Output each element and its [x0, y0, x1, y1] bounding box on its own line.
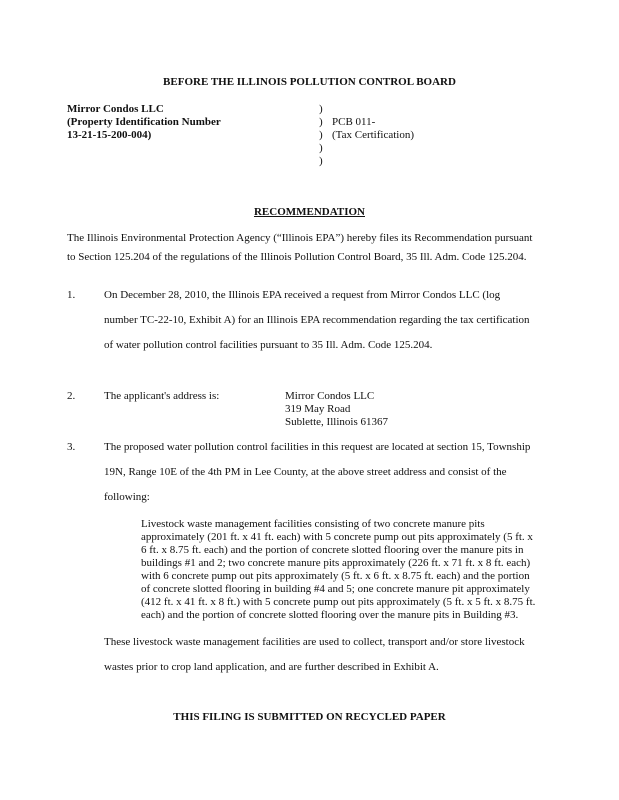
paragraph-3-after-line-1: These livestock waste management facilities are used to collect, transport and/or store livestock [104, 636, 525, 648]
facility-description-line-1: Livestock waste management facilities consisting of two concrete manure pits [141, 518, 485, 530]
address-line-2: 319 May Road [285, 403, 351, 415]
intro-line-2: to Section 125.204 of the regulations of the Illinois Pollution Control Board, 35 Ill. Adm. Code 125.204. [67, 251, 527, 263]
case-type: (Tax Certification) [332, 129, 415, 141]
facility-description-line-4: buildings #1 and 2; two concrete manure pits approximately (226 ft. x 71 ft. x 8 ft. each) [141, 557, 531, 569]
party-line-1: Mirror Condos LLC [67, 103, 164, 115]
paragraph-1-line-3: of water pollution control facilities pursuant to 35 Ill. Adm. Code 125.204. [104, 339, 433, 351]
paragraph-3-line-1: The proposed water pollution control facilities in this request are located at section 15, Township [104, 441, 531, 453]
caption-paren-4: ) [319, 142, 323, 154]
address-line-3: Sublette, Illinois 61367 [285, 416, 388, 428]
document-heading: RECOMMENDATION [253, 206, 365, 218]
paragraph-1-number: 1. [67, 289, 76, 301]
paragraph-3-line-3: following: [104, 491, 150, 503]
facility-description-line-7: (412 ft. x 41 ft. x 8 ft.) with 5 concrete pump out pits approximately (5 ft. x 5 ft. x 8.75 ft. [141, 596, 536, 608]
party-line-3: 13-21-15-200-004) [67, 129, 152, 141]
paragraph-1-line-1: On December 28, 2010, the Illinois EPA received a request from Mirror Condos LLC (log [104, 289, 501, 301]
facility-description-line-5: with 6 concrete pump out pits approximately (5 ft. x 6 ft. x 8.75 ft. each) and the portion [141, 570, 530, 582]
facility-description-line-3: 6 ft. x 8.75 ft. each) and the portion of concrete slotted flooring over the manure pits in [141, 544, 524, 556]
party-line-2: (Property Identification Number [67, 116, 221, 128]
caption-paren-3: ) [319, 129, 323, 141]
paragraph-1-line-2: number TC-22-10, Exhibit A) for an Illinois EPA recommendation regarding the tax certification [104, 314, 530, 326]
applicant-address-label: The applicant's address is: [104, 390, 220, 402]
paragraph-3-number: 3. [67, 441, 76, 453]
address-line-1: Mirror Condos LLC [285, 390, 375, 402]
paragraph-3-after-line-2: wastes prior to crop land application, and are further described in Exhibit A. [104, 661, 439, 673]
court-title: BEFORE THE ILLINOIS POLLUTION CONTROL BOARD [163, 76, 456, 88]
facility-description-line-6: of concrete slotted flooring in building #4 and 5; one concrete manure pit approximately [141, 583, 530, 595]
caption-paren-1: ) [319, 103, 323, 115]
recycled-paper-notice: THIS FILING IS SUBMITTED ON RECYCLED PAPER [173, 711, 446, 723]
paragraph-3-line-2: 19N, Range 10E of the 4th PM in Lee County, at the above street address and consist of the [104, 466, 507, 478]
intro-line-1: The Illinois Environmental Protection Agency (“Illinois EPA”) hereby files its Recommendation pursuant [67, 232, 533, 244]
paragraph-2-number: 2. [67, 390, 76, 402]
caption-paren-5: ) [319, 155, 323, 167]
facility-description-line-2: approximately (201 ft. x 41 ft. each) with 5 concrete pump out pits approximately (5 ft. x [141, 531, 533, 543]
caption-paren-2: ) [319, 116, 323, 128]
facility-description-line-8: each) and the portion of concrete slotted flooring over the manure pits in Building #3. [141, 609, 519, 621]
case-number: PCB 011- [332, 116, 376, 128]
